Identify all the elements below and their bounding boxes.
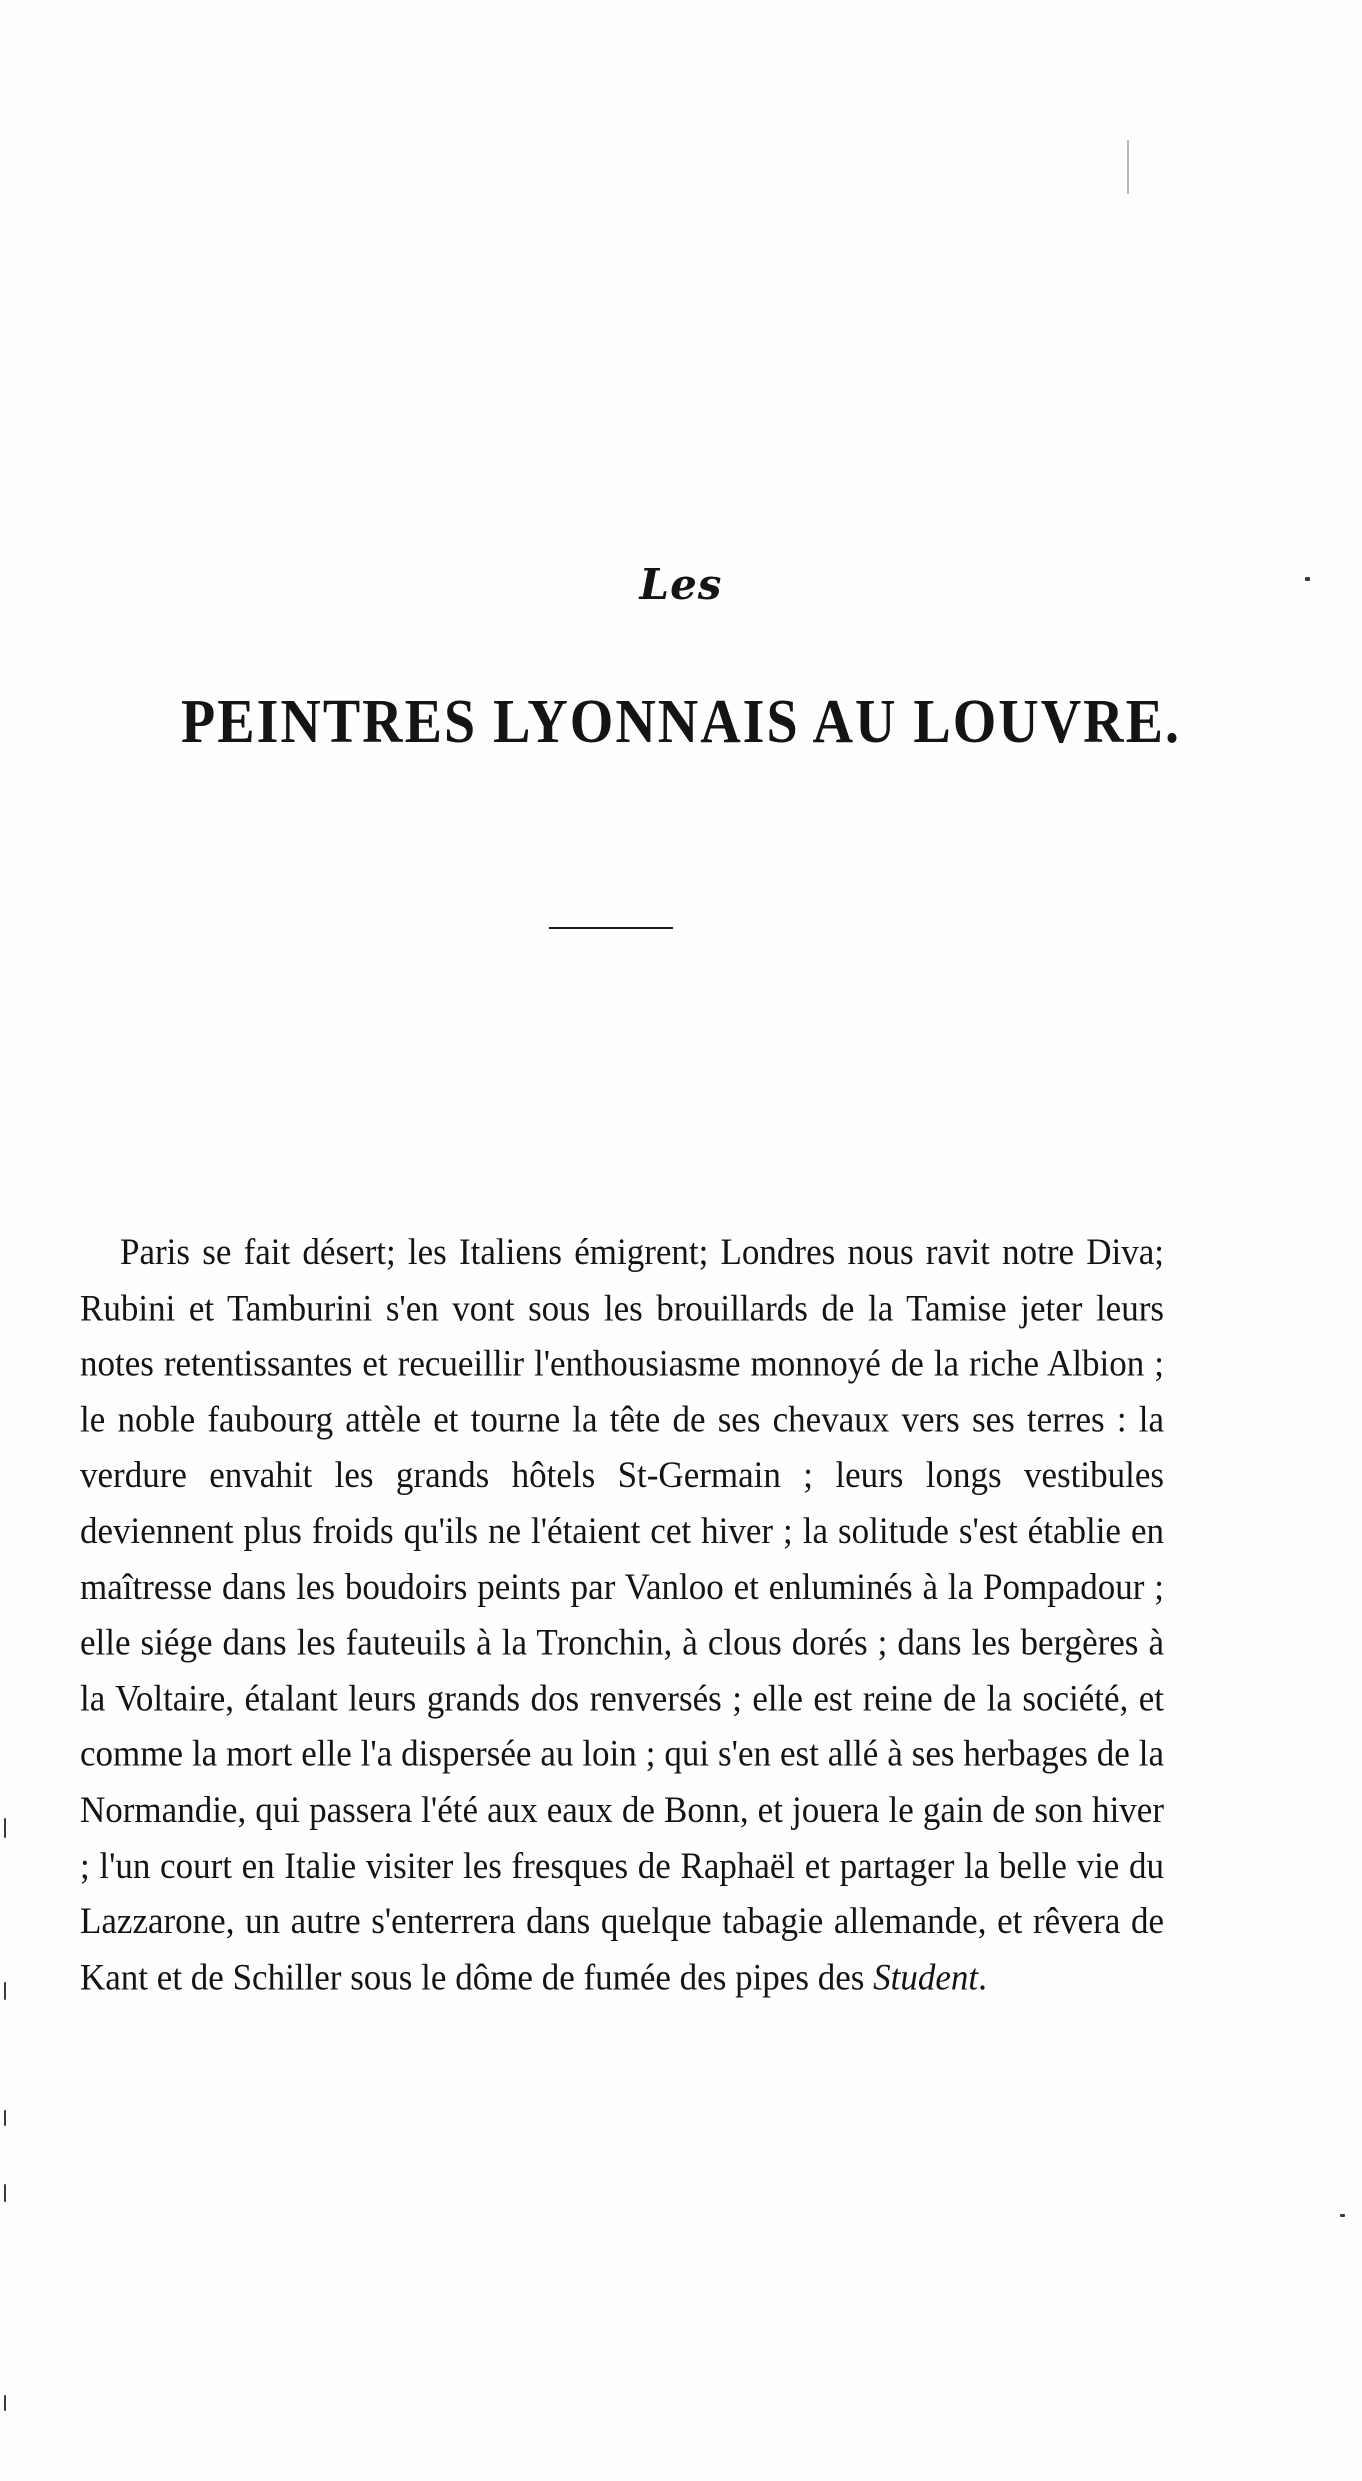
- scan-speck: [4, 2110, 6, 2126]
- paragraph-final-punct: .: [978, 1956, 987, 1998]
- scan-speck: [1127, 140, 1129, 194]
- scan-speck: [1305, 577, 1310, 581]
- section-kicker: Les: [639, 560, 723, 609]
- body-paragraph: [80, 1225, 1164, 2005]
- scan-speck: [4, 2395, 6, 2411]
- page-title: PEINTRES LYONNAIS AU LOUVRE.: [181, 687, 1181, 757]
- paragraph-italic-word: Student: [873, 1956, 979, 1998]
- scan-speck: [4, 1982, 6, 2000]
- scan-speck: [4, 2184, 6, 2202]
- title-divider: [549, 927, 673, 929]
- paragraph-text: Paris se fait désert; les Italiens émigrent; Londres nous ravit notre Diva; Rubini et Tamburini s'en vont sous les brouillards de la Tamise jeter leurs notes retentissantes et recueillir l'enthousiasme monnoyé de la riche Albion ; le noble faubourg attèle et tourne la tête de ses chevaux vers ses terres : la verdure envahit les grands hôtels St-Germain ; leurs longs vestibules deviennent plus froids qu'ils ne l'étaient cet hiver ; la solitude s'est établie en maîtresse dans les boudoirs peints par Vanloo et enluminés à la Pompadour ; elle siége dans les fauteuils à la Tronchin, à clous dorés ; dans les bergères à la Voltaire, étalant leurs grands dos renversés ; elle est reine de la société, et comme la mort elle l'a dispersée au loin ; qui s'en est allé à ses herbages de la Normandie, qui passera l'été aux eaux de Bonn, et jouera le gain de son hiver ; l'un court en Italie visiter les fresques de Raphaël et partager la belle vie du Lazzarone, un autre s'enterrera dans quelque tabagie allemande, et rêvera de Kant et de Schiller sous le dôme de fumée des pipes des: [80, 1231, 1164, 1998]
- scan-speck: [4, 1818, 6, 1838]
- scan-speck: [1340, 2214, 1345, 2217]
